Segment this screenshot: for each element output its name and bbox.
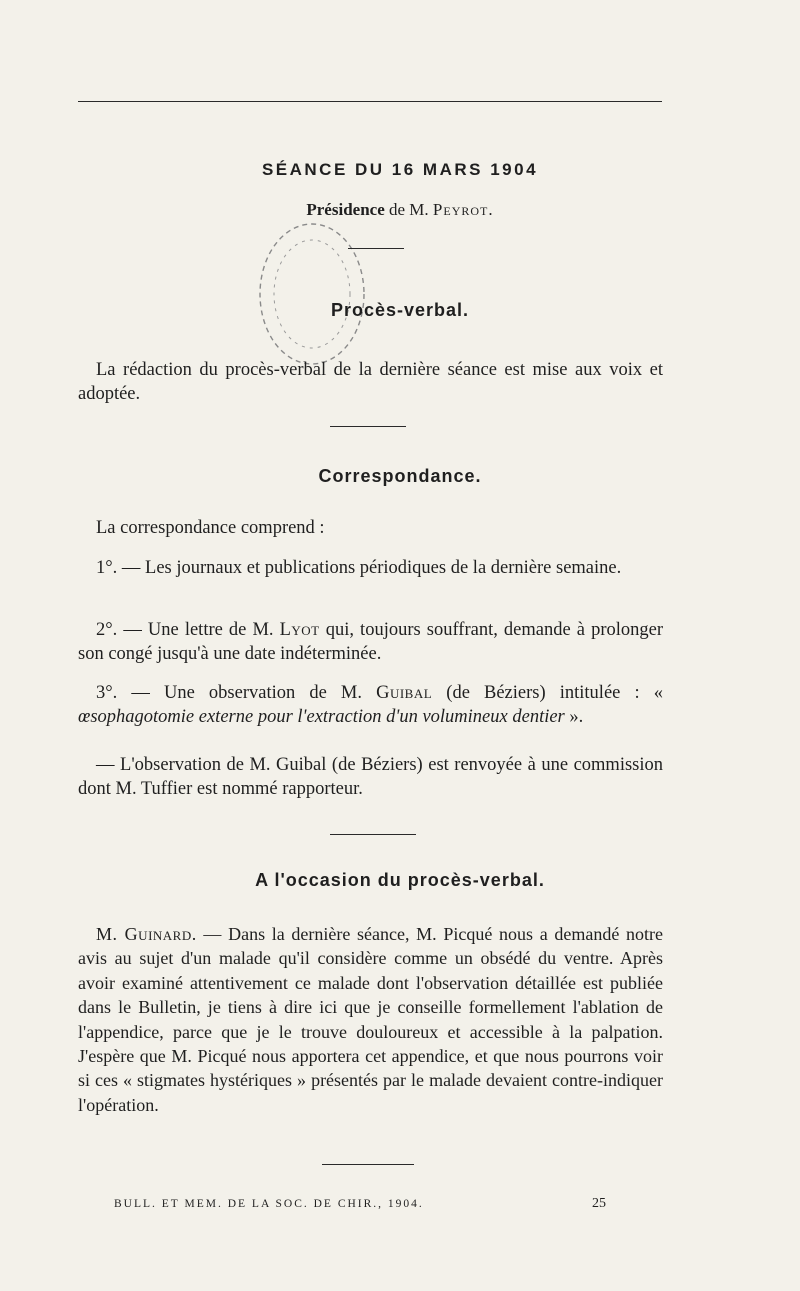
correspondance-item-2: 2°. — Une lettre de M. Lyot qui, toujours souffrant, demande à prolonger son congé jusqu'à une date indéterminée.	[78, 620, 663, 664]
presidence-label: Présidence	[306, 200, 385, 219]
top-rule	[78, 101, 662, 102]
section-title-proces-verbal: Procès-verbal.	[330, 300, 470, 320]
correspondance-intro: La correspondance comprend :	[96, 518, 325, 538]
correspondance-item-3: 3°. — Une observation de M. Guibal (de Béziers) intitulée : « œsophagotomie externe pour l'extraction d'un volumineux dentier ».	[78, 683, 663, 727]
presidence-line	[0, 200, 800, 220]
section-rule	[322, 1164, 414, 1165]
section-rule	[330, 834, 416, 835]
section-title-correspondance: Correspondance.	[318, 466, 482, 486]
section-rule	[330, 426, 406, 427]
correspondance-item-3-note: — L'observation de M. Guibal (de Béziers) est renvoyée à une commission dont M. Tuffier est nommé rapporteur.	[78, 755, 663, 799]
correspondance-item-1: 1°. — Les journaux et publications périodiques de la dernière semaine.	[96, 558, 622, 578]
section-title-occasion: A l'occasion du procès-verbal.	[255, 870, 545, 890]
proces-verbal-text: La rédaction du procès-verbal de la dernière séance est mise aux voix et adoptée.	[78, 360, 663, 404]
president-name: Peyrot.	[432, 200, 494, 219]
seance-title: SÉANCE DU 16 MARS 1904	[261, 160, 539, 179]
occasion-text: M. Guinard. — Dans la dernière séance, M. Picqué nous a demandé notre avis au sujet d'un malade qu'il considère comme un obsédé du ventre. Après avoir examiné attentivement ce malade dont l'observation détaillée est publiée dans le Bulletin, je tiens à dire ici que je conseille formellement l'ablation de l'appendice, parce que je le trouve douloureux et accessible à la palpation. J'espère que M. Picqué nous apportera cet appendice, et que nous pourrons voir si ces « stigmates hystériques » présentés par le malade devaient contre-indiquer l'opération.	[78, 924, 663, 1115]
page-number: 25	[592, 1196, 606, 1211]
presidence-de: de M.	[388, 200, 429, 219]
section-rule	[348, 248, 404, 249]
footer-journal: BULL. ET MEM. DE LA SOC. DE CHIR., 1904.	[114, 1198, 424, 1210]
